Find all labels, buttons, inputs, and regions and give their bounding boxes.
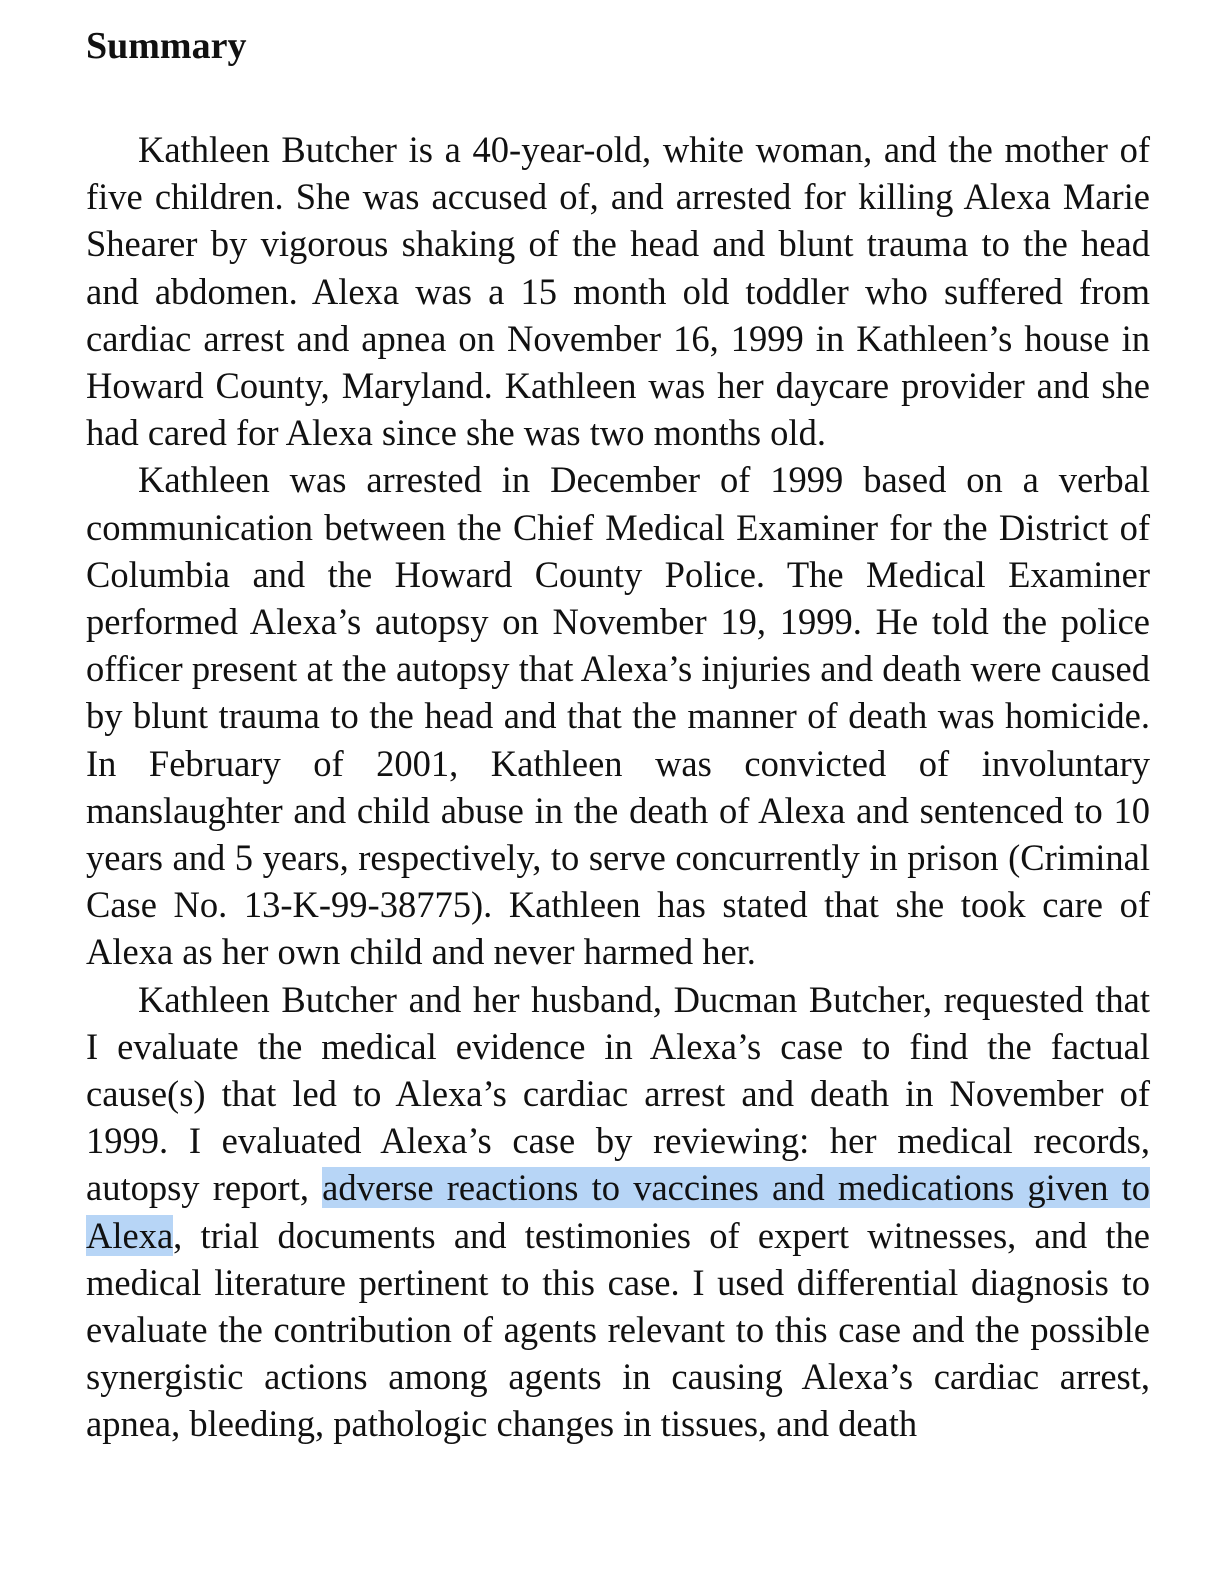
paragraph-3 xyxy=(86,976,1150,1448)
document-page xyxy=(86,22,1150,1448)
paragraph-1: Kathleen Butcher is a 40-year-old, white woman, and the mother of five children. She was accused of, and arrested for killing Alexa Marie Shearer by vigorous shaking of the head and blunt trauma to the head and abdomen. Alexa was a 15 month old toddler who suffered from cardiac arrest and apnea on November 16, 1999 in Kathleen’s house in Howard County, Maryland. Kathleen was her daycare provider and she had cared for Alexa since she was two months old. xyxy=(86,129,1150,454)
paragraph-3-text-before: Kathleen Butcher and her husband, Ducman Butcher, requested that I evaluate the medical evidence in Alexa’s case to find the factual cause(s) that led to Alexa’s cardiac arrest and death in November of 1999. I evaluated Alexa’s case by reviewing: her medical records, autopsy report, xyxy=(86,978,1150,1209)
selected-text-highlight[interactable]: adverse reactions to vaccines and medications given to Alexa xyxy=(86,1167,1151,1256)
section-heading: Summary xyxy=(86,25,247,67)
paragraph-2: Kathleen was arrested in December of 1999 based on a verbal communication between the Chief Medical Examiner for the District of Columbia and the Howard County Police. The Medical Examiner performed Alexa’s autopsy on November 19, 1999. He told the police officer present at the autopsy that Alexa’s injuries and death were caused by blunt trauma to the head and that the manner of death was homicide. In February of 2001, Kathleen was convicted of involuntary manslaughter and child abuse in the death of Alexa and sentenced to 10 years and 5 years, respectively, to serve concurrently in prison (Criminal Case No. 13-K-99-38775). Kathleen has stated that she took care of Alexa as her own child and never harmed her. xyxy=(86,459,1150,973)
paragraph-3-text-after: , trial documents and testimonies of expert witnesses, and the medical literature pertinent to this case. I used differential diagnosis to evaluate the contribution of agents relevant to this case and the possible synergistic actions among agents in causing Alexa’s cardiac arrest, apnea, bleeding, pathologic changes in tissues, and death xyxy=(86,1214,1150,1445)
